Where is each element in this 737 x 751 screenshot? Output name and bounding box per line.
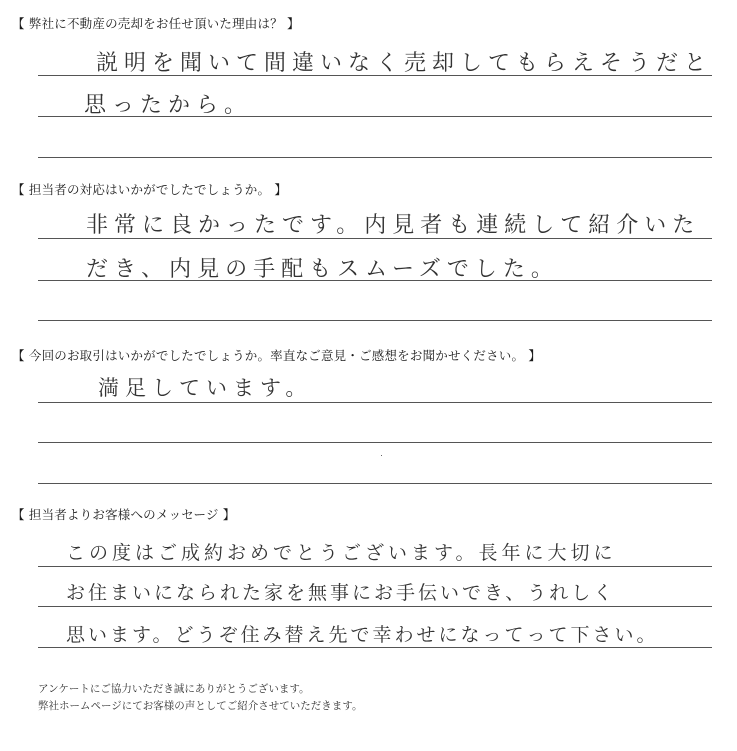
answer-line-2-1: 非常に良かったです。内見者も連続して紹介いた bbox=[86, 213, 701, 238]
answer-line-4-1: この度はご成約おめでとうございます。長年に大切に bbox=[66, 542, 617, 564]
question-heading-3: 【 今回のお取引はいかがでしたでしょうか。率直なご意見・ご感想をお聞かせください。 】 bbox=[12, 348, 542, 363]
footer-line-1: アンケートにご協力いただき誠にありがとうございます。 bbox=[38, 683, 310, 695]
answer-line-2-2: だき、内見の手配もスムーズでした。 bbox=[86, 257, 559, 282]
rule-line bbox=[38, 280, 712, 281]
rule-line bbox=[38, 75, 712, 76]
question-heading-4: 【 担当者よりお客様へのメッセージ 】 bbox=[12, 507, 236, 522]
footer-note bbox=[38, 681, 362, 715]
rule-line bbox=[38, 483, 712, 484]
rule-line bbox=[38, 442, 712, 443]
question-heading-1: 【 弊社に不動産の売却をお任せ頂いた理由は？ 】 bbox=[12, 16, 300, 31]
rule-line bbox=[38, 647, 712, 648]
rule-line bbox=[38, 566, 712, 567]
answer-line-4-3: 思います。どうぞ住み替え先で幸わせになってって下さい。 bbox=[66, 624, 659, 646]
question-heading-2: 【 担当者の対応はいかがでしたでしょうか。 】 bbox=[12, 182, 288, 197]
rule-line bbox=[38, 238, 712, 239]
answer-line-1-2: 思ったから。 bbox=[84, 93, 253, 118]
rule-line bbox=[38, 606, 712, 607]
stray-dot bbox=[381, 455, 382, 456]
rule-line bbox=[38, 320, 712, 321]
answer-line-1-1: 説明を聞いて間違いなく売却してもらえそうだと bbox=[96, 51, 713, 76]
answer-line-4-2: お住まいになられた家を無事にお手伝いでき、うれしく bbox=[66, 582, 616, 604]
rule-line bbox=[38, 157, 712, 158]
footer-line-2: 弊社ホームページにてお客様の声としてご紹介させていただきます。 bbox=[38, 700, 363, 712]
answer-line-3-1: 満足しています。 bbox=[98, 376, 313, 400]
rule-line bbox=[38, 402, 712, 403]
rule-line bbox=[38, 116, 712, 117]
